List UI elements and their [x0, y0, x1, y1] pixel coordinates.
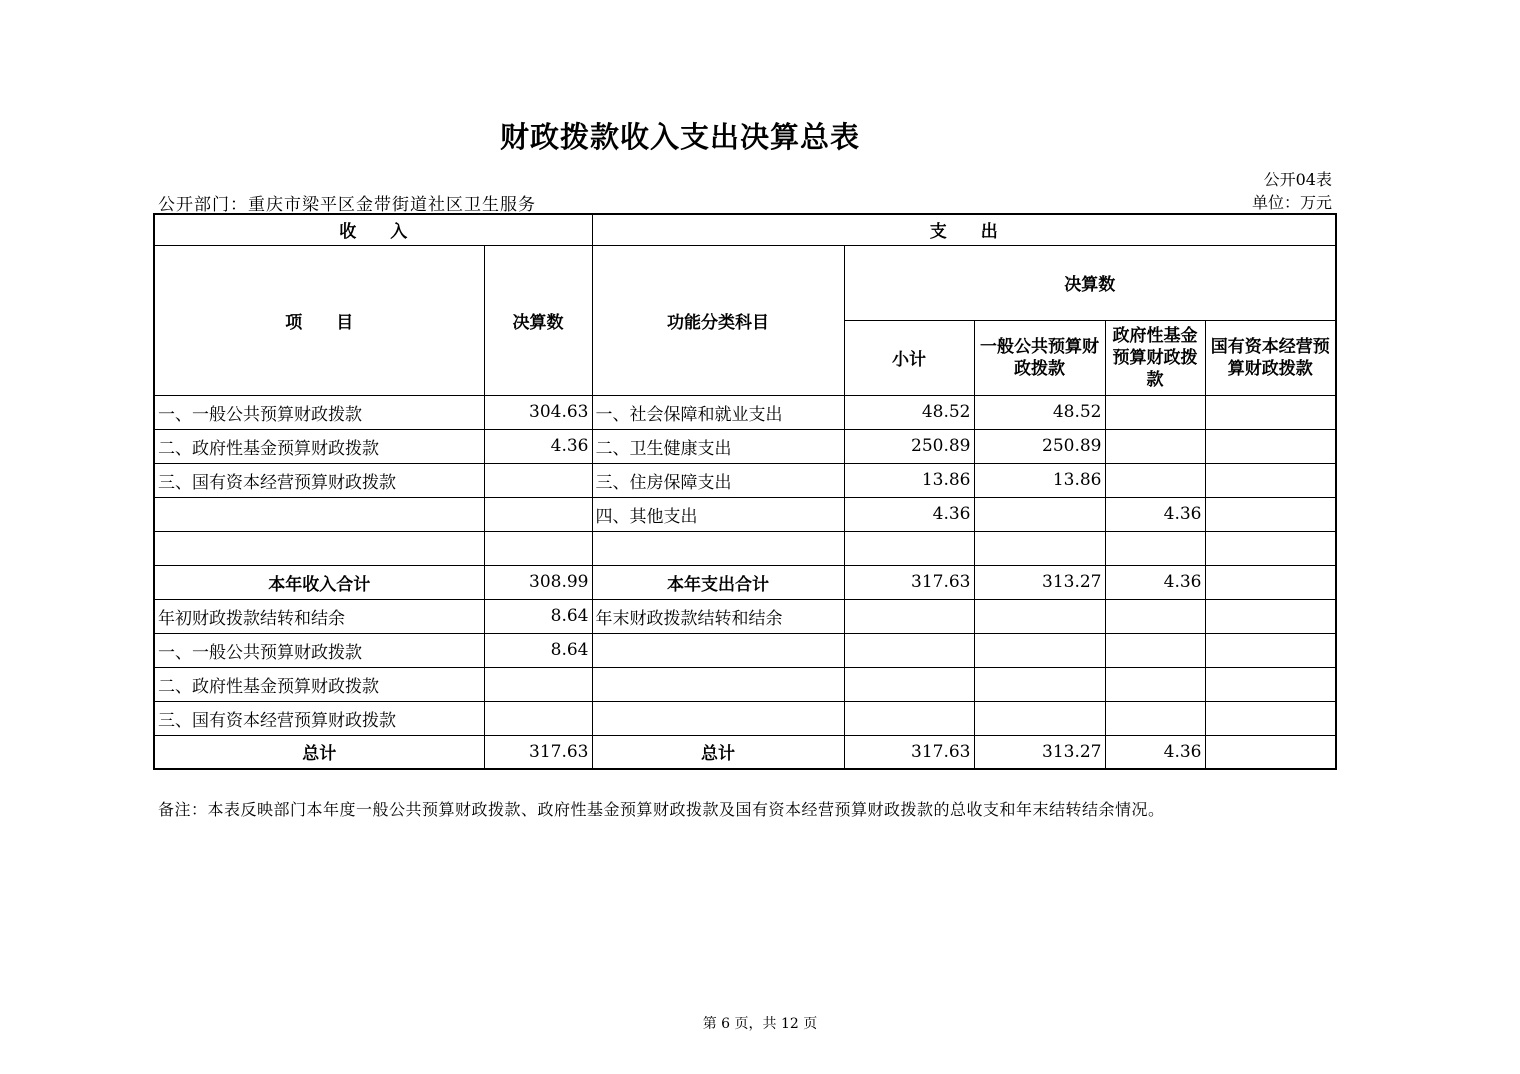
- gov-fund-cell: [1105, 633, 1205, 667]
- state-capital-cell: [1205, 701, 1336, 735]
- expense-item-cell: 二、卫生健康支出: [592, 429, 844, 463]
- subtotal-cell: 250.89: [844, 429, 974, 463]
- subtotal-cell: 48.52: [844, 395, 974, 429]
- income-item-cell: 三、国有资本经营预算财政拨款: [154, 463, 484, 497]
- subtotal-cell: [844, 531, 974, 565]
- func-subject-header: 功能分类科目: [592, 245, 844, 395]
- subtotal-cell: [844, 701, 974, 735]
- state-capital-cell: [1205, 667, 1336, 701]
- gov-fund-cell: [1105, 667, 1205, 701]
- subtotal-cell: 13.86: [844, 463, 974, 497]
- state-capital-cell: [1205, 735, 1336, 769]
- expense-item-cell: 年末财政拨款结转和结余: [592, 599, 844, 633]
- state-capital-cell: [1205, 395, 1336, 429]
- table-note: 备注：本表反映部门本年度一般公共预算财政拨款、政府性基金预算财政拨款及国有资本经营预算财政拨款的总收支和年末结转结余情况。: [158, 800, 1165, 819]
- income-item-cell: [154, 497, 484, 531]
- page-title: 财政拨款收入支出决算总表: [499, 120, 860, 154]
- income-item-cell: 一、一般公共预算财政拨款: [154, 395, 484, 429]
- table-row: [154, 701, 1336, 735]
- income-amount-cell: 8.64: [484, 633, 592, 667]
- unit-label: 单位：万元: [1251, 193, 1332, 212]
- general-budget-cell: 313.27: [974, 735, 1105, 769]
- expense-header: 支 出: [592, 214, 1336, 245]
- table-row: [154, 565, 1336, 599]
- expense-item-cell: [592, 667, 844, 701]
- state-capital-cell: [1205, 497, 1336, 531]
- general-budget-cell: [974, 667, 1105, 701]
- income-amount-cell: [484, 531, 592, 565]
- expense-item-cell: 一、社会保障和就业支出: [592, 395, 844, 429]
- income-amount-cell: 308.99: [484, 565, 592, 599]
- expense-item-cell: [592, 633, 844, 667]
- income-amount-cell: 317.63: [484, 735, 592, 769]
- income-amount-cell: [484, 463, 592, 497]
- general-budget-cell: [974, 497, 1105, 531]
- expense-item-cell: [592, 531, 844, 565]
- income-item-cell: 年初财政拨款结转和结余: [154, 599, 484, 633]
- table-row: [154, 429, 1336, 463]
- budget-table: [153, 213, 1337, 770]
- department-label: 公开部门：重庆市梁平区金带街道社区卫生服务: [158, 195, 536, 215]
- table-row: [154, 599, 1336, 633]
- general-budget-cell: 48.52: [974, 395, 1105, 429]
- gov-fund-cell: [1105, 463, 1205, 497]
- income-item-cell: [154, 531, 484, 565]
- general-budget-header: 一般公共预算财政拨款: [974, 320, 1105, 395]
- subtotal-cell: 317.63: [844, 735, 974, 769]
- income-amount-cell: [484, 497, 592, 531]
- income-item-cell: 二、政府性基金预算财政拨款: [154, 429, 484, 463]
- gov-fund-cell: [1105, 395, 1205, 429]
- table-row: [154, 531, 1336, 565]
- income-amount-cell: 304.63: [484, 395, 592, 429]
- gov-fund-cell: 4.36: [1105, 565, 1205, 599]
- expense-item-cell: [592, 701, 844, 735]
- general-budget-cell: [974, 701, 1105, 735]
- table-row: [154, 395, 1336, 429]
- income-item-cell: 三、国有资本经营预算财政拨款: [154, 701, 484, 735]
- table-row: [154, 633, 1336, 667]
- gov-fund-cell: 4.36: [1105, 497, 1205, 531]
- page-footer: 第 6 页，共 12 页: [702, 1016, 818, 1032]
- general-budget-cell: 250.89: [974, 429, 1105, 463]
- expense-item-cell: 三、住房保障支出: [592, 463, 844, 497]
- general-budget-cell: [974, 633, 1105, 667]
- income-item-cell: 总计: [154, 735, 484, 769]
- gov-fund-cell: [1105, 599, 1205, 633]
- general-budget-cell: [974, 531, 1105, 565]
- gov-fund-cell: [1105, 701, 1205, 735]
- income-amount-cell: [484, 701, 592, 735]
- general-budget-cell: 13.86: [974, 463, 1105, 497]
- state-capital-cell: [1205, 599, 1336, 633]
- subtotal-cell: [844, 633, 974, 667]
- income-amount-cell: 8.64: [484, 599, 592, 633]
- general-budget-cell: 313.27: [974, 565, 1105, 599]
- income-item-cell: 二、政府性基金预算财政拨款: [154, 667, 484, 701]
- gov-fund-cell: [1105, 531, 1205, 565]
- expense-item-cell: 本年支出合计: [592, 565, 844, 599]
- table-body: [154, 395, 1336, 769]
- subtotal-cell: 317.63: [844, 565, 974, 599]
- subtotal-header: 小计: [844, 320, 974, 395]
- final-header: 决算数: [844, 245, 1336, 320]
- state-capital-cell: [1205, 565, 1336, 599]
- amount-header: 决算数: [484, 245, 592, 395]
- gov-fund-header: 政府性基金预算财政拨款: [1105, 320, 1205, 395]
- table-row: [154, 497, 1336, 531]
- expense-item-cell: 总计: [592, 735, 844, 769]
- subtotal-cell: [844, 667, 974, 701]
- table-row: [154, 667, 1336, 701]
- state-capital-cell: [1205, 463, 1336, 497]
- form-number: 公开04表: [1263, 170, 1332, 189]
- general-budget-cell: [974, 599, 1105, 633]
- state-capital-cell: [1205, 531, 1336, 565]
- income-item-cell: 一、一般公共预算财政拨款: [154, 633, 484, 667]
- income-amount-cell: 4.36: [484, 429, 592, 463]
- income-amount-cell: [484, 667, 592, 701]
- state-capital-header: 国有资本经营预算财政拨款: [1205, 320, 1336, 395]
- subtotal-cell: 4.36: [844, 497, 974, 531]
- table-row: [154, 735, 1336, 769]
- item-header: 项 目: [154, 245, 484, 395]
- state-capital-cell: [1205, 429, 1336, 463]
- income-header: 收 入: [154, 214, 592, 245]
- expense-item-cell: 四、其他支出: [592, 497, 844, 531]
- income-item-cell: 本年收入合计: [154, 565, 484, 599]
- table-row: [154, 463, 1336, 497]
- subtotal-cell: [844, 599, 974, 633]
- gov-fund-cell: [1105, 429, 1205, 463]
- gov-fund-cell: 4.36: [1105, 735, 1205, 769]
- state-capital-cell: [1205, 633, 1336, 667]
